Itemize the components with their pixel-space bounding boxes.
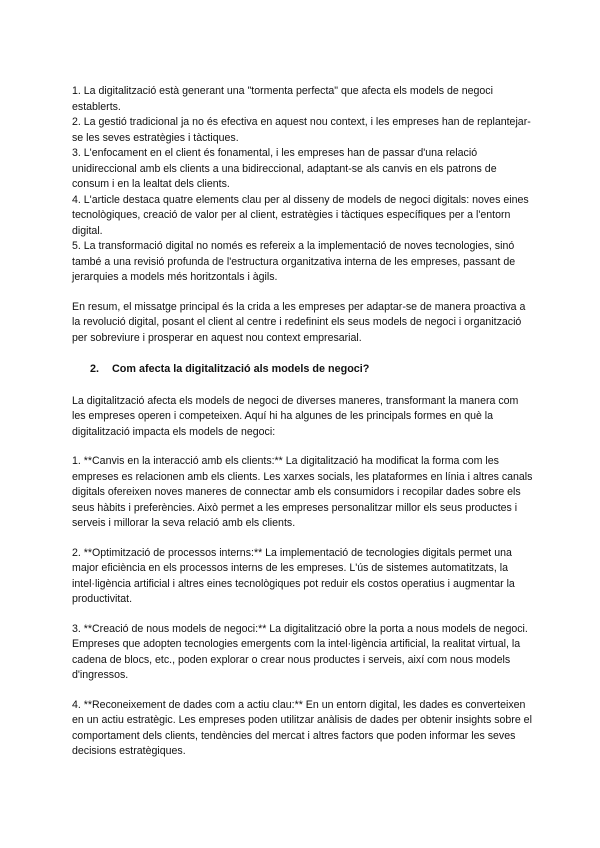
list-item: 3. L'enfocament en el client és fonamental, i les empreses han de passar d'una relació unidireccional amb els clients a una bidireccional, adaptant-se als canvis en els patrons de consum i en la lealtat dels clients. bbox=[72, 147, 497, 190]
summary-paragraph: En resum, el missatge principal és la crida a les empreses per adaptar-se de manera proactiva a la revolució digital, posant el client al centre i redefinint els seus models de negoci i organització per sobreviure i prosperar en aquest nou context empresarial. bbox=[72, 300, 526, 344]
intro-list bbox=[72, 84, 534, 286]
section-heading bbox=[72, 362, 534, 378]
section-number: 2. bbox=[90, 363, 100, 375]
point-paragraph: 3. **Creació de nous models de negoci:** La digitalització obre la porta a nous models de negoci. Empreses que adopten tecnologies emergents com la intel·ligència artificial, la realitat virtual, la cadena de blocs, etc., poden explorar o crear nous productes i serveis, així com nous models d'ingressos. bbox=[72, 622, 528, 681]
document-page bbox=[72, 84, 534, 760]
list-item: 4. L'article destaca quatre elements clau per al disseny de models de negoci digitals: noves eines tecnològiques, creació de valor per al client, estratègies i tàctiques específiques per a l'entorn digital. bbox=[72, 193, 529, 237]
point-paragraph: 2. **Optimització de processos interns:** La implementació de tecnologies digitals permet una major eficiència en els processos interns de les empreses. L'ús de sistemes automatitzats, la intel·ligència artificial i altres eines tecnològiques pot reduir els costos operatius i augmentar la productivitat. bbox=[72, 546, 515, 605]
point-paragraph: 1. **Canvis en la interacció amb els clients:** La digitalització ha modificat la forma com les empreses es relacionen amb els clients. Les xarxes socials, les plataformes en línia i altres canals digitals ofereixen noves maneres de connectar amb els consumidors i recopilar dades sobre els seus hàbits i preferències. Això permet a les empreses personalitzar millor els seus productes i serveis i millorar la seva relació amb els clients. bbox=[72, 455, 533, 529]
list-item: 2. La gestió tradicional ja no és efectiva en aquest nou context, i les empreses han de replantejar-se les seves estratègies i tàctiques. bbox=[72, 116, 531, 144]
point-paragraph: 4. **Reconeixement de dades com a actiu clau:** En un entorn digital, les dades es converteixen en un actiu estratègic. Les empreses poden utilitzar anàlisis de dades per obtenir insights sobre el comportament dels clients, tendències del mercat i altres factors que poden informar les seves decisions estratègiques. bbox=[72, 698, 532, 757]
list-item: 1. La digitalització està generant una "tormenta perfecta" que afecta els models de negoci establerts. bbox=[72, 85, 493, 113]
section-intro-paragraph: La digitalització afecta els models de negoci de diverses maneres, transformant la manera com les empreses operen i competeixen. Aquí hi ha algunes de les principals formes en què la digitalització impacta els models de negoci: bbox=[72, 394, 519, 438]
section-title: Com afecta la digitalització als models de negoci? bbox=[112, 363, 370, 375]
list-item: 5. La transformació digital no només es refereix a la implementació de noves tecnologies, sinó també a una revisió profunda de l'estructura organitzativa interna de les empreses, passant de jerarquies a models més horitzontals i àgils. bbox=[72, 240, 516, 283]
